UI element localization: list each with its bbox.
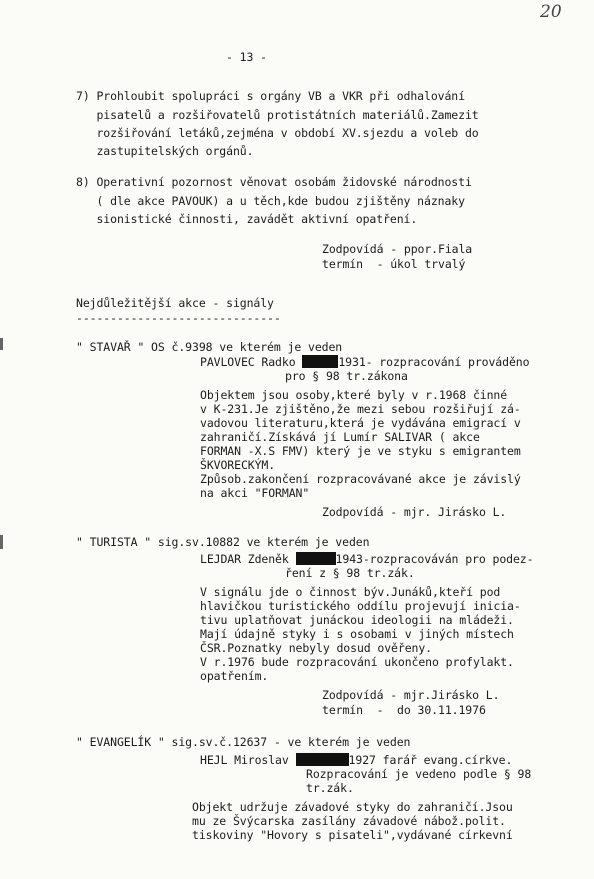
body-line: na akci "FORMAN" — [200, 486, 310, 500]
body-line: FORMAN -X.S FMV) který je ve styku s emigrantem — [200, 444, 521, 458]
body-line: Způsob.zakončení rozpracovávané akce je závislý — [200, 472, 521, 486]
body-line: opatřením. — [200, 669, 269, 683]
person-line — [200, 552, 533, 566]
person-line — [200, 753, 512, 767]
person-name: LEJDAR Zdeněk — [200, 552, 289, 566]
body-line: zahraničí.Získává jí Lumír SALIVAR ( akce — [200, 430, 480, 444]
item-8-line: ( dle akce PAVOUK) a u těch,kde budou zjištěny náznaky — [76, 194, 465, 208]
body-line: tiskoviny "Hovory s pisateli",vydávané církevní — [192, 828, 513, 842]
body-line: ŠKVORECKÝM. — [200, 458, 276, 472]
person-name: HEJL Miroslav — [200, 753, 289, 767]
body-line: V r.1976 bude rozpracování ukončeno profylakt. — [200, 655, 514, 669]
redaction-bar — [296, 552, 336, 565]
person-line — [200, 355, 529, 369]
item-7-line: rozšiřování letáků,zejména v období XV.sjezdu a voleb do — [76, 126, 479, 140]
responsible-line: Zodpovídá - mjr.Jirásko L. — [322, 688, 500, 702]
body-line: vadovou literaturu,která je vydávána emigrací v — [200, 416, 521, 430]
body-line: V signálu jde o činnost býv.Junáků,kteří pod — [200, 585, 501, 599]
item-8-line: 8) Operativní pozornost věnovat osobám židovské národnosti — [76, 175, 472, 189]
redaction-bar — [296, 753, 349, 766]
person-detail: pro § 98 tr.zákona — [285, 369, 408, 383]
person-detail: 1931- rozpracování prováděno — [338, 355, 530, 369]
redaction-bar — [302, 355, 338, 368]
section-title-rule: ------------------------------ — [76, 311, 281, 325]
body-line: mu ze Švýcarska zasílány závadové nábož.polit. — [192, 814, 506, 828]
deadline-line: termín - úkol trvalý — [322, 257, 466, 271]
action-heading: " TURISTA " sig.sv.10882 ve kterém je veden — [76, 535, 370, 549]
body-line: Mají údajně styky i s osobami v jiných místech — [200, 627, 514, 641]
responsible-line: Zodpovídá - mjr. Jirásko L. — [322, 505, 507, 519]
person-detail: 1943-rozpracováván pro podez- — [335, 552, 534, 566]
person-detail: 1927 farář evang.církve. — [348, 753, 513, 767]
body-line: v K-231.Je zjištěno,že mezi sebou rozšiřují zá- — [200, 402, 521, 416]
person-name: PAVLOVEC Radko — [200, 355, 296, 369]
person-detail: ření z § 98 tr.zák. — [285, 566, 415, 580]
section-title: Nejdůležitější akce - signály — [76, 296, 274, 310]
item-7-line: 7) Prohloubit spolupráci s orgány VB a VKR při odhalování — [76, 89, 465, 103]
item-8-line: sionistické činnosti, zavádět aktivní opatření. — [76, 212, 418, 226]
scan-edge-mark — [0, 535, 3, 549]
body-line: Objektem jsou osoby,které byly v r.1968 činné — [200, 388, 508, 402]
page-header: - 13 - — [226, 50, 267, 64]
item-7-line: zastupitelských orgánů. — [76, 144, 254, 158]
action-heading: " EVANGELÍK " sig.sv.č.12637 - ve kterém je veden — [76, 735, 411, 749]
scan-edge-mark — [0, 338, 3, 350]
action-heading: " STAVAŘ " OS č.9398 ve kterém je veden — [76, 340, 343, 354]
person-detail: Rozpracování je vedeno podle § 98 — [306, 767, 532, 781]
item-7-line: pisatelů a rozšiřovatelů protistátních materiálů.Zamezit — [76, 108, 479, 122]
body-line: Objekt udržuje závadové styky do zahraničí.Jsou — [192, 800, 513, 814]
body-line: tivu uplatňovat junáckou ideologii na mládeži. — [200, 613, 514, 627]
deadline-line: termín - do 30.11.1976 — [322, 703, 486, 717]
responsible-line: Zodpovídá - ppor.Fiala — [322, 242, 473, 256]
person-detail: tr.zák. — [306, 781, 354, 795]
body-line: hlavičkou turistického oddílu projevují inicia- — [200, 599, 521, 613]
handwritten-page-number: 20 — [540, 2, 562, 22]
body-line: ČSR.Poznatky nebyly dosud ověřeny. — [200, 641, 433, 655]
